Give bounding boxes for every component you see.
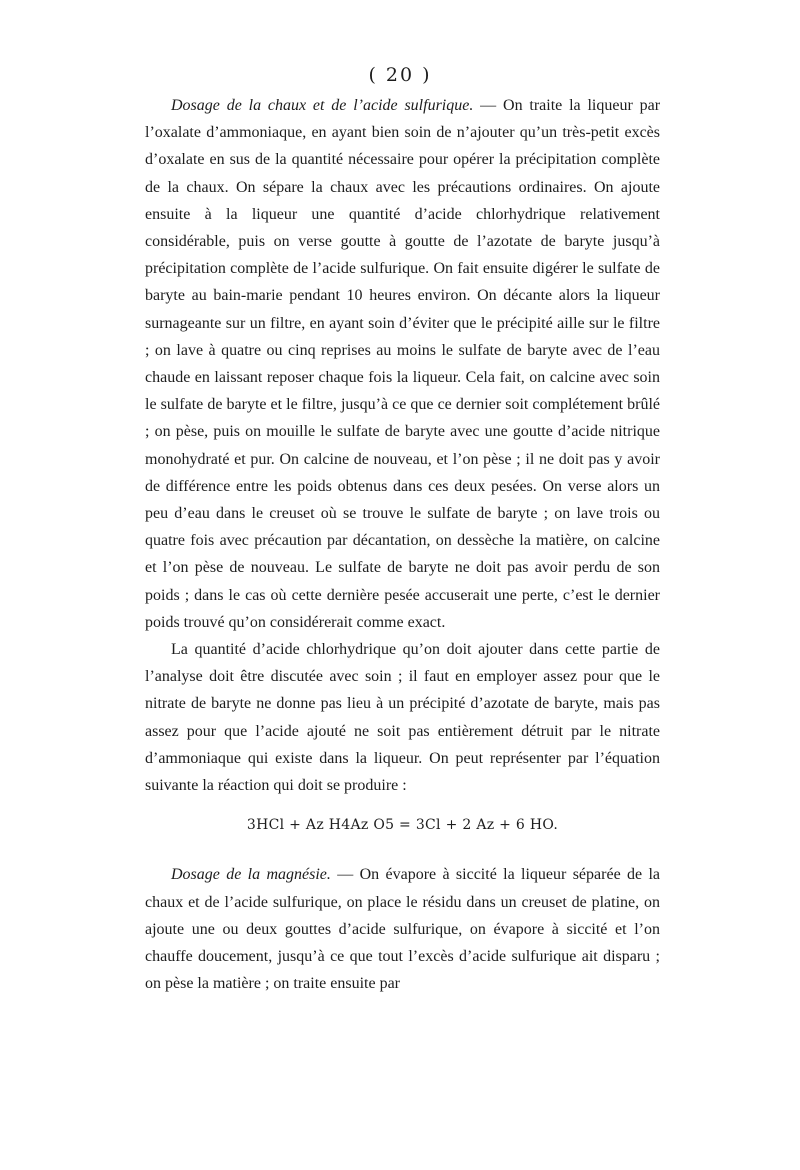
heading-separator: —: [473, 97, 504, 114]
paragraph-text: La quantité d’acide chlorhydrique qu’on doit ajouter dans cette partie de l’analyse doit être discutée avec soin ; il faut en employer assez pour que le nitrate de baryte ne donne pas lieu à un précipité d’azotate de baryte, mais pas assez pour que l’acide ajouté ne soit pas entièrement détruit par le nitrate d’ammoniaque qui existe dans la liqueur. On peut représenter par l’équation suivante la réaction qui doit se produire :: [145, 641, 660, 795]
heading-separator: —: [330, 866, 360, 884]
paragraph-magnesia: [145, 861, 660, 997]
body-text: [145, 92, 660, 998]
paragraph-lime-sulfuric-acid: [145, 92, 660, 636]
paragraph-hydrochloric-acid: [145, 636, 660, 799]
page-number: ( 20 ): [368, 64, 432, 86]
section-heading-magnesia: Dosage de la magnésie.: [171, 866, 331, 884]
paragraph-text: On traite la liqueur par l’oxalate d’ammoniaque, en ayant bien soin de n’ajouter qu’un très-petit excès d’oxalate en sus de la quantité nécessaire pour opérer la précipitation complète de la chaux. On sépare la chaux avec les précautions ordinaires. On ajoute ensuite à la liqueur une quantité d’acide chlorhydrique relativement considérable, puis on verse goutte à goutte de l’azotate de baryte jusqu’à précipitation complète de l’acide sulfurique. On fait ensuite digérer le sulfate de baryte au bain-marie pendant 10 heures environ. On décante alors la liqueur surnageante sur un filtre, en ayant soin d’éviter que le précipité aille sur le filtre ; on lave à quatre ou cinq reprises au moins le sulfate de baryte avec de l’eau chaude en laissant reposer chaque fois la liqueur. Cela fait, on calcine avec soin le sulfate de baryte et le filtre, jusqu’à ce que ce dernier soit complétement brûlé ; on pèse, puis on mouille le sulfate de baryte avec une goutte d’acide nitrique monohydraté et pur. On calcine de nouveau, et l’on pèse ; il ne doit pas y avoir de différence entre les poids obtenus dans ces deux pesées. On verse alors un peu d’eau dans le creuset où se trouve le sulfate de baryte ; on lave trois ou quatre fois avec précaution par décantation, on dessèche la matière, on calcine et l’on pèse de nouveau. Le sulfate de baryte ne doit pas avoir perdu de son poids ; dans le cas où cette dernière pesée accuserait une perte, c’est le dernier poids trouvé qu’on considérerait comme exact.: [145, 97, 661, 631]
paragraph-text: On évapore à siccité la liqueur séparée de la chaux et de l’acide sulfurique, on place le résidu dans un creuset de platine, on ajoute une ou deux gouttes d’acide sulfurique, on évapore à siccité et l’on chauffe doucement, jusqu’à ce que tout l’excès d’acide sulfurique ait disparu ; on pèse la matière ; on traite ensuite par: [145, 866, 661, 993]
chemical-equation: 3HCl + Az H4Az O5 = 3Cl + 2 Az + 6 HO.: [246, 817, 559, 834]
section-heading-lime: Dosage de la chaux et de l’acide sulfurique.: [171, 97, 474, 114]
